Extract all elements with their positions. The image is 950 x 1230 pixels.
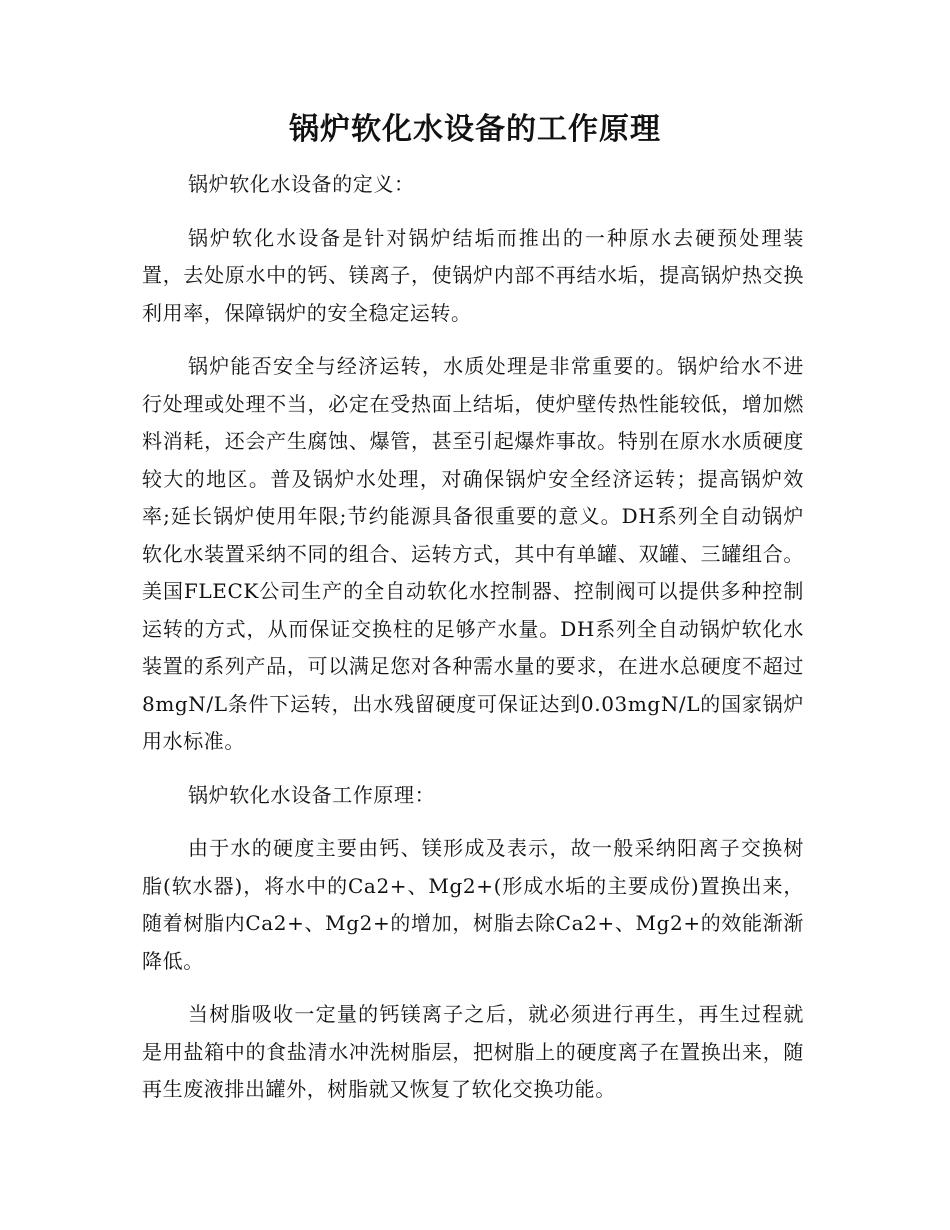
paragraph-importance: 锅炉能否安全与经济运转，水质处理是非常重要的。锅炉给水不进行处理或处理不当，必定在受热面上结垢，使炉壁传热性能较低，增加燃料消耗，还会产生腐蚀、爆管，甚至引起爆炸事故。特别在原水水质硬度较大的地区。普及锅炉水处理，对确保锅炉安全经济运转；提高锅炉效率;延长锅炉使用年限;节约能源具备很重要的意义。DH系列全自动锅炉软化水装置采纳不同的组合、运转方式，其中有单罐、双罐、三罐组合。美国FLECK公司生产的全自动软化水控制器、控制阀可以提供多种控制运转的方式，从而保证交换柱的足够产水量。DH系列全自动锅炉软化水装置的系列产品，可以满足您对各种需水量的要求，在进水总硬度不超过8mgN/L条件下运转，出水残留硬度可保证达到0.03mgN/L的国家锅炉用水标准。 — [142, 354, 804, 753]
paragraph-principle: 由于水的硬度主要由钙、镁形成及表示，故一般采纳阳离子交换树脂(软水器)，将水中的Ca2+、Mg2+(形成水垢的主要成份)置换出来，随着树脂内Ca2+、Mg2+的增加，树脂去除Ca2+、Mg2+的效能渐渐降低。 — [142, 836, 804, 973]
document-title: 锅炉软化水设备的工作原理 — [289, 112, 661, 147]
paragraph-regeneration: 当树脂吸收一定量的钙镁离子之后，就必须进行再生，再生过程就是用盐箱中的食盐清水冲洗树脂层，把树脂上的硬度离子在置换出来，随再生废液排出罐外，树脂就又恢复了软化交换功能。 — [142, 1002, 804, 1101]
paragraph-definition: 锅炉软化水设备是针对锅炉结垢而推出的一种原水去硬预处理装置，去处原水中的钙、镁离子，使锅炉内部不再结水垢，提高锅炉热交换利用率，保障锅炉的安全稳定运转。 — [142, 225, 804, 325]
paragraph-definition-heading: 锅炉软化水设备的定义： — [188, 172, 415, 196]
document-body — [142, 166, 804, 1125]
paragraph-principle-heading: 锅炉软化水设备工作原理： — [188, 782, 436, 807]
